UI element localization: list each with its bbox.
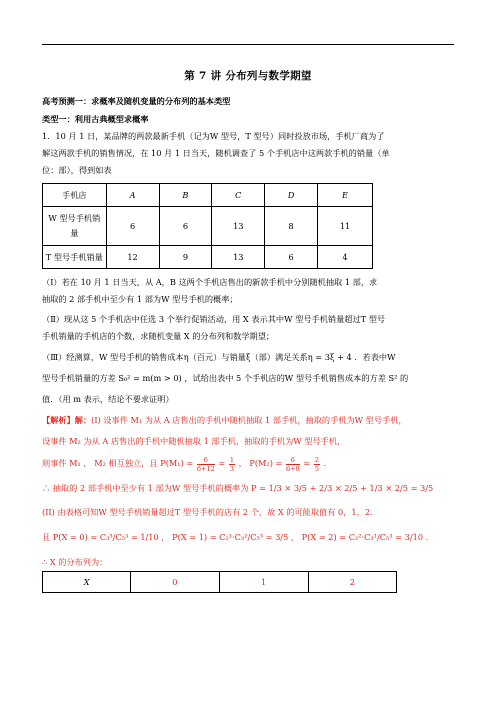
table-cell: A	[106, 184, 159, 207]
table-cell: 12	[106, 246, 159, 269]
table-cell: T 型号手机销量	[43, 246, 107, 269]
table-row	[43, 572, 397, 593]
table-row	[43, 246, 373, 269]
fraction: $\frac{6}{6+9}$	[286, 455, 300, 473]
solution-text: 则事件 M₁ ， M₂ 相互独立，且 P(M₁) =	[42, 458, 194, 468]
table-cell: 4	[318, 246, 373, 269]
solution-tag: 【解析】解：	[42, 415, 92, 425]
table-cell: 6	[106, 207, 159, 246]
fraction: $\frac{6}{6+12}$	[196, 455, 215, 473]
probability-expression: 1/3 × 3/5 + 2/3 × 2/5 + 1/3 × 2/5 = 3/5	[268, 483, 434, 493]
header-rule	[42, 44, 454, 45]
table-cell: E	[318, 184, 373, 207]
distribution-table	[42, 571, 397, 593]
table-cell: 手机店	[43, 184, 107, 207]
table-row	[43, 207, 373, 246]
solution-text: ．	[323, 458, 332, 468]
question-1-line-2: 抽取的 2 部手机中至少有 1 部为W 型号手机的概率；	[42, 294, 238, 304]
question-3-line-2: 型号手机销量的方差 S₀² = m(m > 0) ，试给出表中 5 个手机店的W 型号手机销售成本的方差 S² 的	[42, 373, 409, 383]
problem-line-1: 1．10 月 1 日，某品牌的两款最新手机（记为W 型号，T 型号）同时投放市场，手机厂商为了	[42, 131, 385, 141]
solution-text: (I) 设事件 M₁ 为从 A 店售出的手机中随机抽取 1 部手机，抽取的手机为W 型号手机，	[91, 415, 407, 425]
table-row	[43, 184, 373, 207]
question-3-line-3: 值．（用 m 表示，结论不要求证明）	[42, 394, 174, 404]
table-cell: B	[159, 184, 212, 207]
fraction: $\frac{1}{3}$	[229, 455, 234, 473]
table-cell: 0	[131, 572, 219, 593]
table-cell: D	[265, 184, 318, 207]
solution-line-4	[42, 482, 454, 494]
row-label: 量	[70, 228, 79, 238]
problem-line-3: 位：部），得到如表	[42, 165, 112, 175]
solution-line-1	[42, 414, 454, 426]
table-cell: 9	[159, 246, 212, 269]
question-2-line-2: 手机销量的手机店的个数，求随机变量 X 的分布列和数学期望；	[42, 331, 275, 341]
table-cell: 6	[265, 246, 318, 269]
sales-table	[42, 183, 373, 269]
row-label: W 型号手机销	[48, 213, 101, 223]
problem-line-2: 解这两款手机的销售情况，在 10 月 1 日当天，随机调查了 5 个手机店中这两款手机的销量（单	[42, 148, 390, 158]
type-heading: 类型一：利用古典概型求概率	[42, 114, 149, 124]
solution-text: ∴ 抽取的 2 部手机中至少有 1 部为W 型号手机的概率为 P =	[42, 483, 266, 493]
table-cell: 1	[219, 572, 308, 593]
solution-line-2: 设事件 M₂ 为从 A 店售出的手机中随机抽取 1 部手机，抽取的手机为W 型号手机，	[42, 436, 346, 446]
table-cell	[43, 207, 107, 246]
solution-line-3	[42, 453, 454, 473]
table-cell: 11	[318, 207, 373, 246]
solution-line-5: (II) 由表格可知W 型号手机销量超过T 型号手机的店有 2 个，故 X 的可能取值有 0，1，2．	[42, 507, 379, 517]
table-cell: 2	[308, 572, 396, 593]
equals-sign: =	[218, 458, 226, 468]
table-cell: 13	[212, 207, 265, 246]
table-cell: X	[43, 572, 131, 593]
table-cell: 6	[159, 207, 212, 246]
solution-text: ， P(M₂) =	[238, 458, 283, 468]
table-cell: 8	[265, 207, 318, 246]
fraction: $\frac{2}{5}$	[314, 455, 319, 473]
solution-line-6: 且 P(X = 0) = C₃³/C₅³ = 1/10 ， P(X = 1) = C₂¹·C₃²/C₅³ = 3/5 ， P(X = 2) = C₂²·C₃¹/C₅³ = 3/10 ．	[42, 532, 434, 542]
table-cell: 13	[212, 246, 265, 269]
question-2-line-1: （Ⅱ）现从这 5 个手机店中任选 3 个举行促销活动，用 X 表示其中W 型号手机销量超过T 型号	[42, 314, 386, 324]
prediction-heading: 高考预测一：求概率及随机变量的分布列的基本类型	[42, 96, 231, 106]
solution-line-7: ∴ X 的分布列为：	[42, 557, 108, 567]
table-cell: C	[212, 184, 265, 207]
question-1-line-1: （Ⅰ）若在 10 月 1 日当天，从 A，B 这两个手机店售出的新款手机中分别随机抽取 1 部，求	[42, 277, 378, 287]
question-3-line-1: （Ⅲ）经测算，W 型号手机的销售成本η（百元）与销量ξ（部）满足关系η = 3ξ + 4 ．若表中W	[42, 352, 396, 362]
equals-sign: =	[303, 458, 311, 468]
page-title: 第 7 讲 分布列与数学期望	[184, 70, 312, 82]
